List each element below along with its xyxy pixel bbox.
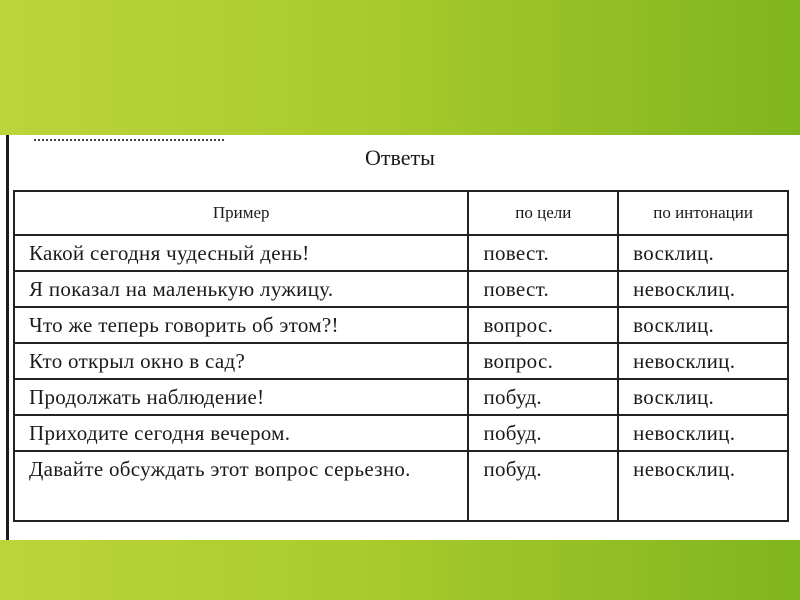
cell-intonation: невосклиц. [618, 343, 788, 379]
document-left-edge [6, 135, 9, 540]
cell-goal: побуд. [468, 379, 618, 415]
cell-intonation: невосклиц. [618, 415, 788, 451]
cell-intonation: невосклиц. [618, 271, 788, 307]
cell-example: Продолжать наблюдение! [14, 379, 468, 415]
cell-example: Что же теперь говорить об этом?! [14, 307, 468, 343]
cell-goal: вопрос. [468, 343, 618, 379]
cell-goal: повест. [468, 271, 618, 307]
cell-example: Кто открыл окно в сад? [14, 343, 468, 379]
answers-table [13, 190, 789, 522]
header-example: Пример [14, 191, 468, 235]
table-row [14, 343, 788, 379]
header-intonation: по интонации [618, 191, 788, 235]
cell-example: Какой сегодня чудесный день! [14, 235, 468, 271]
cell-intonation: восклиц. [618, 235, 788, 271]
cell-goal: побуд. [468, 451, 618, 521]
table-header-row [14, 191, 788, 235]
top-green-band [0, 0, 800, 135]
document-title: Ответы [365, 145, 435, 170]
cell-goal: побуд. [468, 415, 618, 451]
table-row [14, 415, 788, 451]
table-row [14, 307, 788, 343]
cell-intonation: невосклиц. [618, 451, 788, 521]
document-top-fragment [34, 135, 224, 141]
header-goal: по цели [468, 191, 618, 235]
cell-example: Я показал на маленькую лужицу. [14, 271, 468, 307]
cell-intonation: восклиц. [618, 307, 788, 343]
scanned-document [0, 135, 800, 540]
cell-goal: повест. [468, 235, 618, 271]
table-row [14, 451, 788, 521]
bottom-green-band [0, 540, 800, 600]
table-row [14, 379, 788, 415]
cell-goal: вопрос. [468, 307, 618, 343]
cell-intonation: восклиц. [618, 379, 788, 415]
cell-example: Приходите сегодня вечером. [14, 415, 468, 451]
table-row [14, 271, 788, 307]
table-row [14, 235, 788, 271]
cell-example: Давайте обсуждать этот вопрос серьезно. [14, 451, 468, 521]
